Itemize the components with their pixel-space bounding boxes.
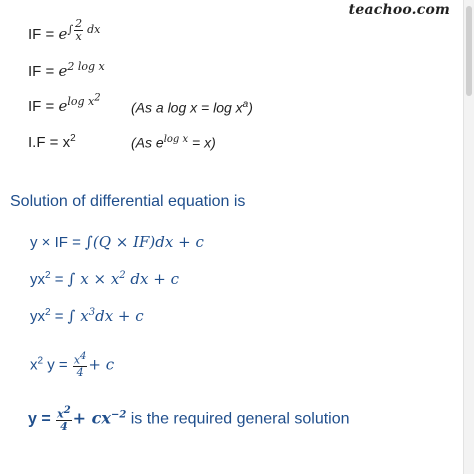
label-mid: y = xyxy=(43,356,72,374)
math-power: 3 xyxy=(88,307,96,318)
math-expr: ∫ x xyxy=(67,307,89,325)
math-expr-end: dx + c xyxy=(95,307,144,325)
note-text: (As a log x = log x xyxy=(131,99,243,116)
exponent-power: 2 xyxy=(94,92,101,104)
denominator: x xyxy=(75,29,82,43)
line-x2y xyxy=(30,352,114,379)
math-power: −2 xyxy=(110,409,127,421)
fraction xyxy=(56,406,72,433)
equals: = xyxy=(50,308,68,325)
math-expr: ∫(Q × IF)dx + c xyxy=(85,233,204,251)
label: IF = xyxy=(28,98,59,115)
label: yx xyxy=(30,308,45,325)
final-answer xyxy=(28,406,350,433)
exponent-text: log x xyxy=(67,95,95,108)
numerator-base: x xyxy=(73,353,81,367)
power: 2 xyxy=(70,133,76,144)
note-text-end: ) xyxy=(248,99,253,116)
note-text: (As e xyxy=(131,134,164,151)
exponent xyxy=(67,17,101,43)
note-sup: a xyxy=(242,99,249,110)
math-expr-end: + c xyxy=(88,355,115,374)
numerator-power: 4 xyxy=(80,351,87,362)
denominator: 4 xyxy=(76,366,84,380)
label: I.F = x xyxy=(28,134,71,151)
numerator xyxy=(56,406,72,421)
exponent xyxy=(67,92,101,108)
label: y = xyxy=(28,410,56,428)
scrollbar[interactable] xyxy=(463,0,474,474)
line-if-integral xyxy=(28,17,101,48)
math-base: e xyxy=(58,24,68,43)
line-if-2logx xyxy=(28,60,105,80)
numerator: 2 xyxy=(75,17,83,30)
math-power: 2 xyxy=(119,270,126,281)
math-term: + cx xyxy=(72,408,111,428)
fraction xyxy=(74,18,83,42)
dx: dx xyxy=(87,22,101,36)
line-if-x2 xyxy=(28,134,76,150)
math-base: e xyxy=(58,62,68,80)
integral-sign: ∫ xyxy=(67,22,74,36)
exponent: 2 log x xyxy=(67,60,105,73)
numerator-power: 2 xyxy=(63,405,71,416)
line-y-if xyxy=(30,235,204,250)
label: x xyxy=(30,356,38,374)
note-exp-rule xyxy=(131,134,216,151)
fraction xyxy=(73,352,88,379)
numerator xyxy=(73,352,88,367)
line-yx2-1 xyxy=(30,271,179,287)
label: y × IF = xyxy=(30,234,86,251)
line-yx2-2 xyxy=(30,308,144,324)
math-base: e xyxy=(58,97,68,115)
note-log-rule xyxy=(131,99,253,116)
section-heading: Solution of differential equation is xyxy=(10,193,246,210)
watermark-logo: teachoo.com xyxy=(348,2,450,18)
power: 2 xyxy=(45,270,51,281)
note-text-end: = x) xyxy=(188,134,216,151)
label: IF = xyxy=(28,25,59,43)
power: 2 xyxy=(37,355,44,367)
line-if-logx2 xyxy=(28,92,101,115)
math-expr: ∫ x × x xyxy=(67,270,120,288)
scrollbar-thumb[interactable] xyxy=(466,6,472,96)
equals: = xyxy=(50,271,68,288)
numerator-base: x xyxy=(57,407,64,421)
denominator: 4 xyxy=(60,420,68,434)
power: 2 xyxy=(45,307,51,318)
label: IF = xyxy=(28,63,59,80)
note-sup: log x xyxy=(163,134,189,145)
label: yx xyxy=(30,271,45,288)
final-text: is the required general solution xyxy=(126,410,350,428)
math-expr-end: dx + c xyxy=(125,270,179,288)
